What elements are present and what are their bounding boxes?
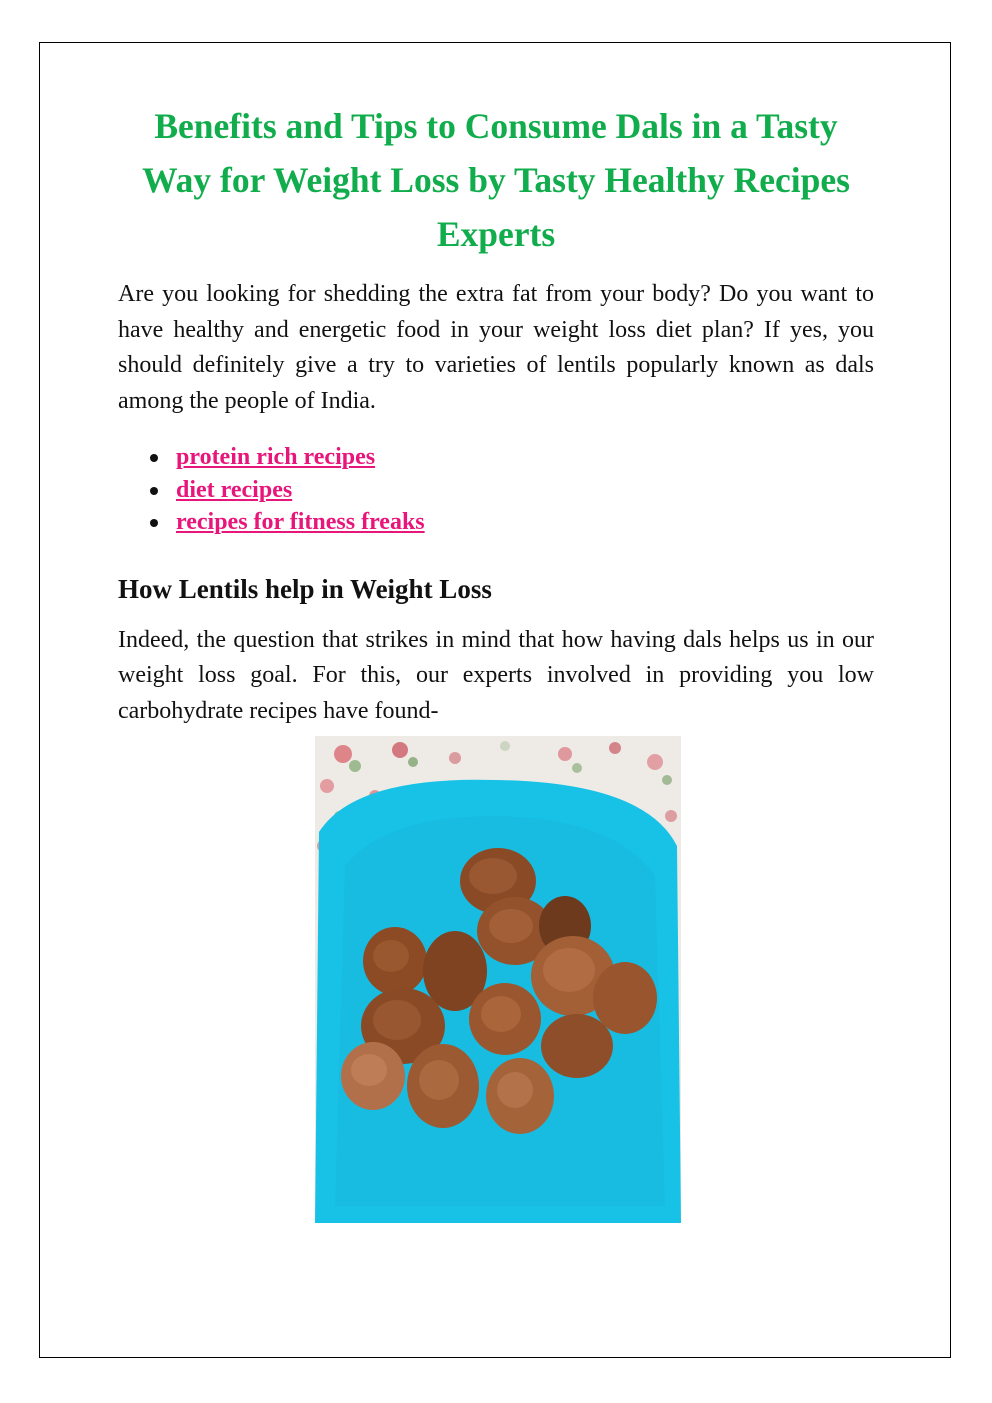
lentil-fritters-photo [315, 736, 681, 1223]
photo-illustration [315, 736, 681, 1223]
section-paragraph: Indeed, the question that strikes in mind that how having dals helps us in our weight loss goal. For this, our experts involved in providing you low carbohydrate recipes have found- [118, 626, 874, 724]
document-content [118, 99, 874, 729]
list-item [118, 474, 874, 507]
link-diet-recipes[interactable]: diet recipes [176, 476, 293, 503]
section-heading: How Lentils help in Weight Loss [118, 573, 492, 604]
bullet-icon [150, 519, 158, 527]
intro-paragraph: Are you looking for shedding the extra fat from your body? Do you want to have healthy and energetic food in your weight loss diet plan? If yes, you should definitely give a try to varieties of lentils popularly known as dals among the people of India. [118, 281, 874, 414]
bullet-icon [150, 487, 158, 495]
recipe-links-list [118, 441, 874, 539]
bullet-icon [150, 454, 158, 462]
document-page [39, 42, 951, 1358]
list-item [118, 441, 874, 474]
link-fitness-freaks-recipes[interactable]: recipes for fitness freaks [176, 509, 425, 535]
page-title: Benefits and Tips to Consume Dals in a Tasty Way for Weight Loss by Tasty Healthy Recipes Experts [142, 106, 850, 254]
list-item [118, 506, 874, 539]
link-protein-rich-recipes[interactable]: protein rich recipes [176, 444, 376, 470]
